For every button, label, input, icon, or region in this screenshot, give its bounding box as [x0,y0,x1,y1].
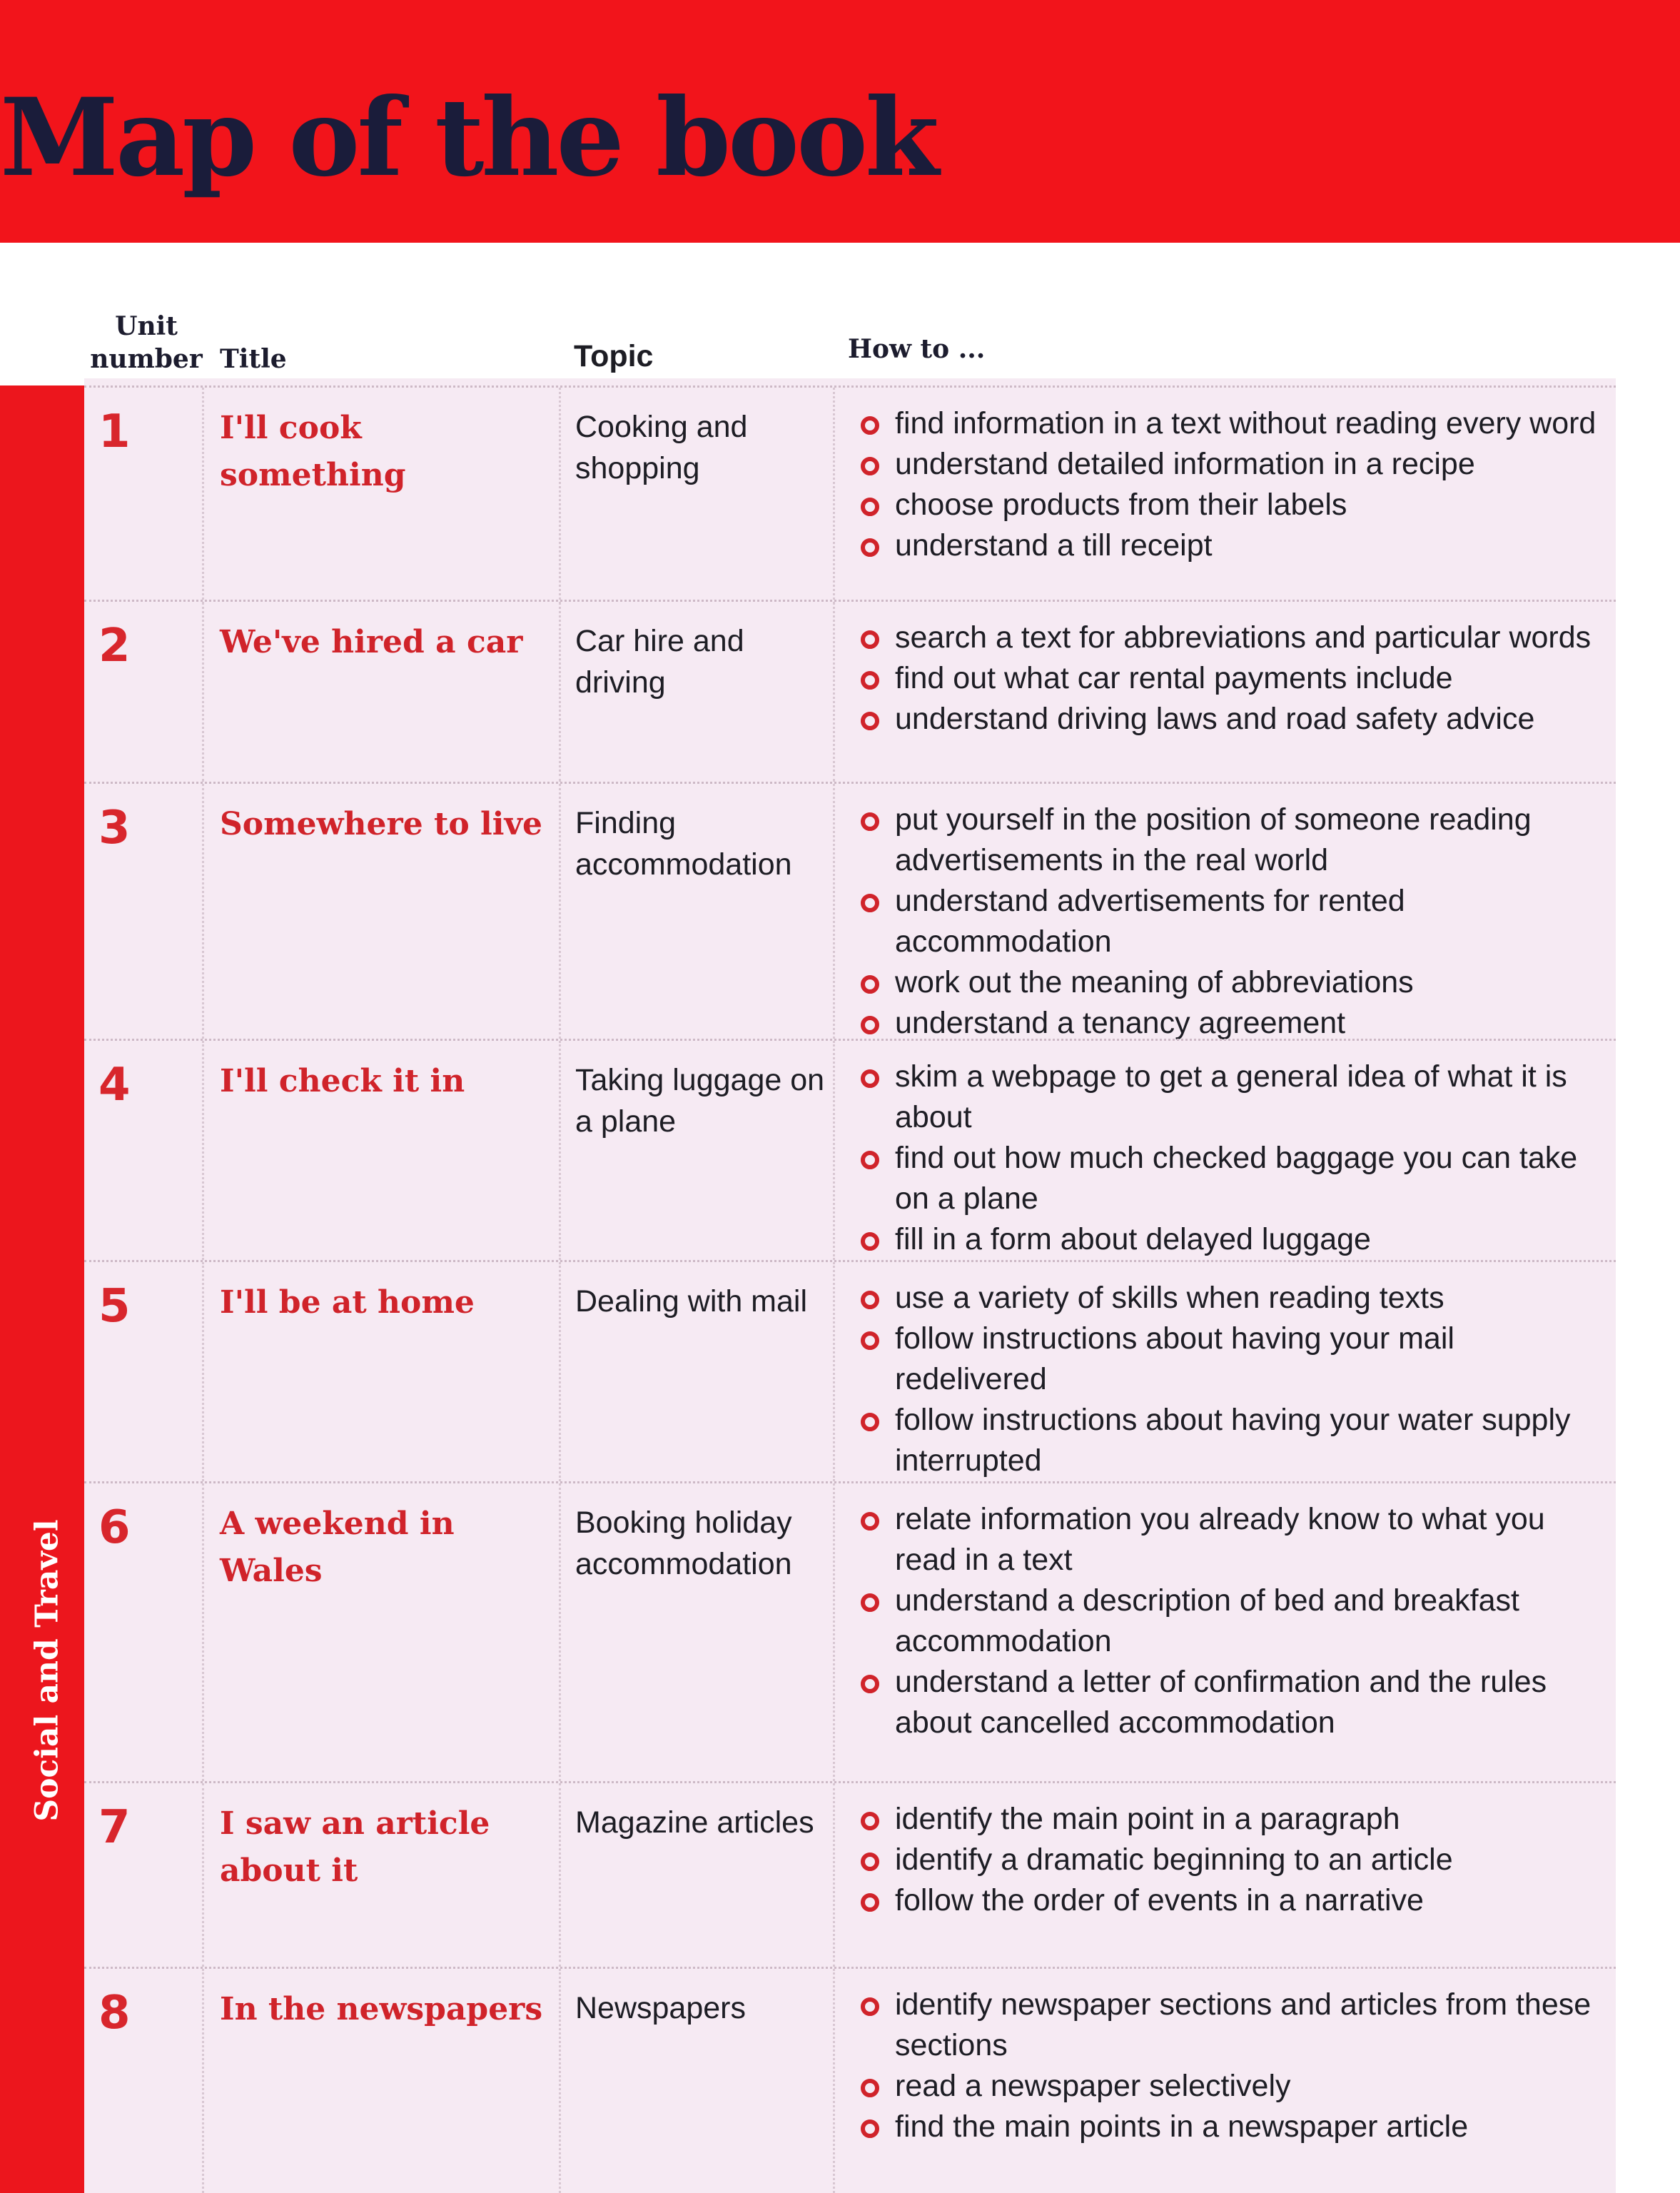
how-to-text: understand driving laws and road safety advice [895,702,1535,736]
how-to-text: understand a till receipt [895,528,1213,563]
how-to-text: identify a dramatic beginning to an article [895,1842,1453,1877]
list-item [861,1278,1610,1319]
list-item [861,1880,1610,1921]
list-item [861,1985,1610,2066]
how-to-text: follow the order of events in a narrative [895,1883,1424,1917]
bullet-icon [861,416,879,435]
topic-cell [561,1969,835,2193]
unit-title: I'll cook something [220,410,406,493]
how-to-text: understand a description of bed and breakfast accommodation [895,1583,1519,1658]
unit-title: In the newspapers [220,1991,543,2027]
unit-number: 2 [98,620,131,672]
how-to-list [861,1799,1610,1921]
table-row [84,782,1616,1039]
how-to-list [861,617,1610,740]
list-item [861,1662,1610,1743]
unit-topic: Magazine articles [575,1805,814,1840]
bullet-icon [861,1997,879,2016]
list-item [861,1581,1610,1662]
how-to-text: choose products from their labels [895,488,1347,522]
list-item [861,1799,1610,1840]
bullet-icon [861,538,879,557]
table-row [84,1260,1616,1481]
unit-number: 7 [98,1801,131,1854]
title-cell [204,1262,561,1481]
how-to-cell [835,784,1616,1039]
unit-title: Somewhere to live [220,806,543,842]
how-to-text: use a variety of skills when reading texts [895,1281,1444,1315]
bullet-icon [861,1893,879,1912]
unit-number-cell [84,388,204,600]
bullet-icon [861,1512,879,1531]
list-item [861,1499,1610,1581]
bullet-icon [861,812,879,831]
unit-topic: Booking holiday accommodation [575,1506,792,1581]
how-to-text: understand a tenancy agreement [895,1006,1346,1040]
how-to-cell [835,1783,1616,1967]
how-to-text: follow instructions about having your water supply interrupted [895,1403,1571,1478]
list-item [861,962,1610,1003]
unit-number-cell [84,1969,204,2193]
how-to-text: understand detailed information in a recipe [895,447,1475,481]
title-cell [204,1969,561,2193]
unit-number-cell [84,1783,204,1967]
unit-topic: Finding accommodation [575,806,792,882]
bullet-icon [861,1232,879,1251]
bullet-icon [861,894,879,912]
list-item [861,617,1610,658]
unit-title: A weekend in Wales [220,1506,455,1589]
bullet-icon [861,498,879,516]
topic-cell [561,1262,835,1481]
unit-number: 5 [98,1280,131,1333]
how-to-text: read a newspaper selectively [895,2069,1291,2103]
list-item [861,881,1610,962]
bullet-icon [861,712,879,730]
bullet-icon [861,630,879,649]
unit-number: 3 [98,802,131,854]
how-to-text: find information in a text without reading every word [895,406,1596,440]
bullet-icon [861,1675,879,1693]
list-item [861,699,1610,740]
table-row [84,600,1616,782]
how-to-text: fill in a form about delayed luggage [895,1222,1371,1256]
how-to-text: identify the main point in a paragraph [895,1802,1400,1836]
unit-number: 1 [98,405,131,458]
unit-title: I saw an article about it [220,1805,490,1889]
how-to-cell [835,388,1616,600]
title-cell [204,1783,561,1967]
list-item [861,1840,1610,1880]
how-to-text: work out the meaning of abbreviations [895,965,1414,999]
title-banner [0,0,1680,243]
header-unit-number-text: Unit number [90,311,203,374]
bullet-icon [861,1812,879,1830]
bullet-icon [861,457,879,475]
title-cell [204,388,561,600]
how-to-text: understand a letter of confirmation and the rules about cancelled accommodation [895,1665,1547,1740]
list-item [861,1138,1610,1219]
section-label: Social and Travel [29,1519,66,1822]
unit-topic: Newspapers [575,1991,746,2025]
table-row [84,1781,1616,1967]
unit-title: I'll check it in [220,1063,465,1099]
section-bar [0,385,84,2193]
unit-topic: Taking luggage on a plane [575,1063,825,1139]
topic-cell [561,1041,835,1260]
list-item [861,444,1610,485]
title-cell [204,1041,561,1260]
topic-cell [561,1783,835,1967]
how-to-text: search a text for abbreviations and particular words [895,620,1592,655]
page-title: Map of the book [0,75,937,201]
bullet-icon [861,1331,879,1350]
list-item [861,1400,1610,1481]
list-item [861,525,1610,566]
how-to-text: skim a webpage to get a general idea of what it is about [895,1059,1567,1134]
topic-cell [561,1483,835,1781]
unit-number-cell [84,602,204,782]
how-to-list [861,1985,1610,2147]
how-to-list [861,1278,1610,1481]
list-item [861,800,1610,881]
how-to-text: understand advertisements for rented accommodation [895,884,1405,959]
how-to-cell [835,1041,1616,1260]
how-to-text: find out what car rental payments include [895,661,1453,695]
bullet-icon [861,2119,879,2138]
unit-number-cell [84,1041,204,1260]
title-cell [204,602,561,782]
topic-cell [561,602,835,782]
how-to-cell [835,1969,1616,2193]
unit-number: 6 [98,1501,131,1554]
how-to-cell [835,1262,1616,1481]
list-item [861,2107,1610,2147]
how-to-cell [835,1483,1616,1781]
bullet-icon [861,1852,879,1871]
how-to-list [861,1499,1610,1743]
table-row [84,385,1616,600]
header-unit-number [86,310,207,375]
topic-cell [561,784,835,1039]
bullet-icon [861,2079,879,2097]
topic-cell [561,388,835,600]
column-headers [0,307,1680,378]
unit-number: 4 [98,1059,131,1111]
unit-topic: Cooking and shopping [575,410,748,485]
table-row [84,1967,1616,2193]
how-to-text: find out how much checked baggage you can take on a plane [895,1141,1578,1216]
list-item [861,1057,1610,1138]
table-row [84,1481,1616,1781]
header-how-to: How to ... [848,334,986,364]
bullet-icon [861,975,879,994]
how-to-text: relate information you already know to what you read in a text [895,1502,1545,1577]
unit-number: 8 [98,1987,131,2040]
list-item [861,1003,1610,1044]
bullet-icon [861,1151,879,1169]
how-to-list [861,1057,1610,1260]
list-item [861,403,1610,444]
unit-topic: Dealing with mail [575,1284,808,1319]
how-to-text: find the main points in a newspaper article [895,2109,1469,2144]
table-row [84,1039,1616,1260]
bullet-icon [861,671,879,690]
title-cell [204,784,561,1039]
title-cell [204,1483,561,1781]
how-to-text: put yourself in the position of someone reading advertisements in the real world [895,802,1532,877]
header-title: Title [220,344,287,374]
bullet-icon [861,1016,879,1034]
unit-topic: Car hire and driving [575,624,744,700]
header-topic: Topic [574,339,654,373]
unit-number-cell [84,784,204,1039]
unit-title: We've hired a car [220,624,523,660]
how-to-text: follow instructions about having your mail redelivered [895,1321,1454,1396]
bullet-icon [861,1069,879,1088]
list-item [861,485,1610,525]
list-item [861,658,1610,699]
how-to-text: identify newspaper sections and articles from these sections [895,1987,1592,2062]
how-to-list [861,403,1610,566]
bullet-icon [861,1291,879,1309]
bullet-icon [861,1593,879,1612]
how-to-cell [835,602,1616,782]
bullet-icon [861,1413,879,1431]
list-item [861,1319,1610,1400]
how-to-list [861,800,1610,1044]
unit-title: I'll be at home [220,1284,475,1321]
unit-number-cell [84,1262,204,1481]
unit-number-cell [84,1483,204,1781]
list-item [861,2066,1610,2107]
list-item [861,1219,1610,1260]
